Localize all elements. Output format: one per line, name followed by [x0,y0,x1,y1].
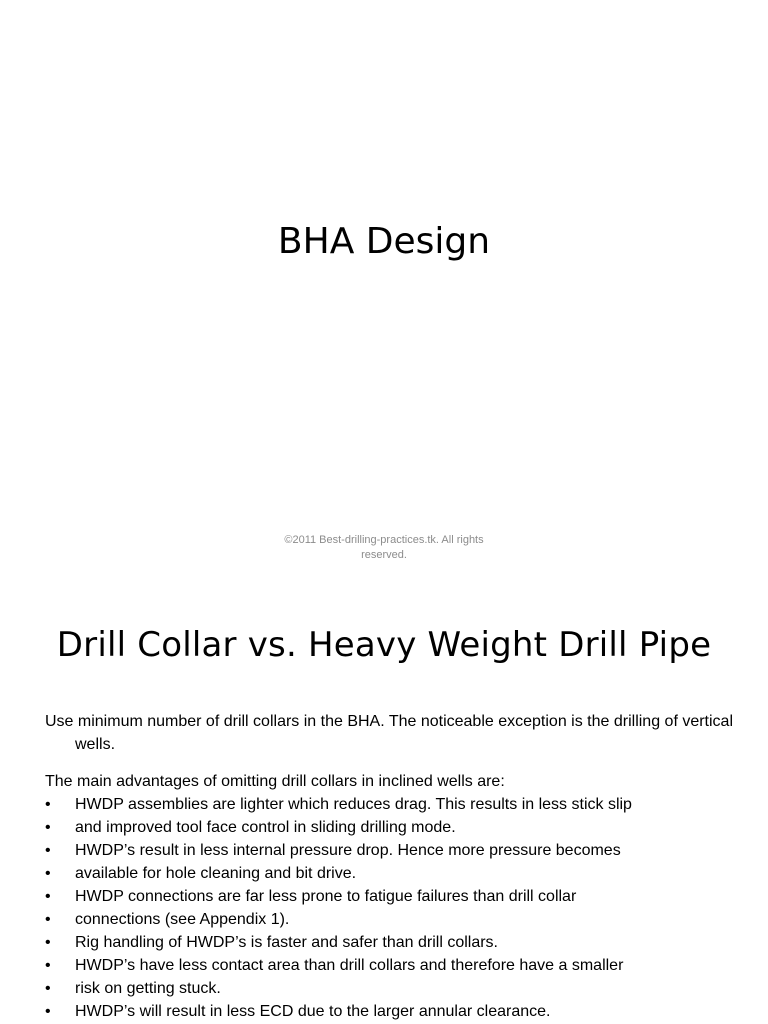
intro-paragraph: Use minimum number of drill collars in the BHA. The noticeable exception is the drilling of vertical wells. [45,713,734,753]
list-item [45,908,735,931]
bullet-icon: • [45,1003,51,1020]
list-item-text: HWDP’s have less contact area than drill collars and therefore have a smaller [75,957,624,974]
list-item-text: available for hole cleaning and bit drive. [75,865,357,882]
bullet-icon: • [45,911,51,928]
list-item [45,954,735,977]
bullet-icon: • [45,957,51,974]
list-item [45,977,735,1000]
bullet-icon: • [45,980,51,997]
bullet-icon: • [45,865,51,882]
slide-title: Drill Collar vs. Heavy Weight Drill Pipe [56,625,712,665]
slide-body [45,710,735,1023]
list-item-text: HWDP assemblies are lighter which reduces drag. This results in less stick slip [75,796,632,813]
slide-title: BHA Design [277,221,491,262]
copyright-footer [260,533,508,563]
advantages-list [45,793,735,1023]
list-item [45,839,735,862]
list-item [45,885,735,908]
list-item [45,931,735,954]
slide-drill-collar-vs-hwdp [0,600,768,1024]
footer-line: reserved. [361,549,407,561]
list-item-text: and improved tool face control in sliding drilling mode. [75,819,456,836]
list-item [45,862,735,885]
list-item-text: risk on getting stuck. [75,980,221,997]
bullet-icon: • [45,796,51,813]
list-item-text: HWDP’s result in less internal pressure drop. Hence more pressure becomes [75,842,621,859]
list-item-text: connections (see Appendix 1). [75,911,290,928]
footer-line: ©2011 Best-drilling-practices.tk. All rights [284,534,484,546]
list-item [45,816,735,839]
list-item-text: HWDP connections are far less prone to fatigue failures than drill collar [75,888,577,905]
list-item-text: HWDP’s will result in less ECD due to the larger annular clearance. [75,1003,551,1020]
bullet-icon: • [45,934,51,951]
bullet-icon: • [45,888,51,905]
list-item [45,793,735,816]
bullet-icon: • [45,819,51,836]
advantages-heading: The main advantages of omitting drill collars in inclined wells are: [45,773,505,790]
list-item-text: Rig handling of HWDP’s is faster and safer than drill collars. [75,934,498,951]
bullet-icon: • [45,842,51,859]
list-item [45,1000,735,1023]
